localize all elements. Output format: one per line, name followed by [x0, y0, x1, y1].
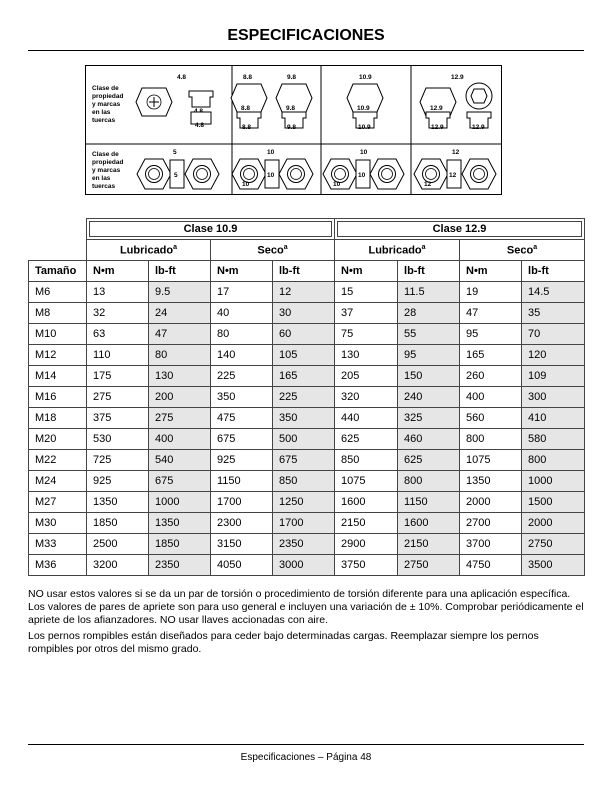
table-row [29, 492, 585, 513]
shear-bolt-note: Los pernos rompibles están diseñados para ceder bajo determinadas cargas. Reemplazar siempre los pernos rompibles por otros del mismo grado. [28, 630, 539, 655]
table-row [29, 303, 585, 324]
class-header-row [29, 219, 585, 240]
bolt-grade-label: 10.9 [359, 74, 372, 81]
torque-value-cell: 95 [460, 324, 522, 345]
nut-side-mark: 5 [174, 172, 178, 179]
torque-value-cell: 800 [522, 450, 585, 471]
torque-value-cell: 3200 [87, 555, 149, 576]
bolt-head-4-8-icon [136, 88, 172, 116]
torque-value-cell: 1350 [149, 513, 211, 534]
torque-value-cell: 2150 [398, 534, 460, 555]
bolt-side-mark: 9.8 [287, 124, 297, 131]
bolt-head-mark: 10.9 [357, 105, 370, 112]
torque-value-cell: 1000 [522, 471, 585, 492]
bolt-side-4-8-icon [189, 91, 213, 107]
unit-header: N•m [211, 261, 273, 282]
torque-value-cell: 925 [87, 471, 149, 492]
torque-value-cell: 925 [211, 450, 273, 471]
table-row [29, 534, 585, 555]
condition-label: Seco [257, 244, 284, 257]
condition-header [211, 240, 335, 261]
torque-value-cell: 150 [398, 366, 460, 387]
size-cell: M6 [29, 282, 87, 303]
table-row [29, 282, 585, 303]
footnote-mark: a [533, 243, 538, 251]
torque-value-cell: 725 [87, 450, 149, 471]
torque-value-cell: 260 [460, 366, 522, 387]
nut-face-5-icon [137, 159, 171, 189]
nut-face-5-alt-icon [185, 159, 219, 189]
torque-value-cell: 17 [211, 282, 273, 303]
table-row [29, 513, 585, 534]
torque-table-body [29, 282, 585, 576]
table-row [29, 429, 585, 450]
grade-marking-svg [86, 66, 501, 194]
bolt-row-label [92, 85, 123, 124]
bolt-row-label-line: propiedad [92, 93, 124, 100]
torque-value-cell: 2700 [460, 513, 522, 534]
socket-head-12-9-icon [466, 83, 492, 109]
condition-header [460, 240, 585, 261]
torque-value-cell: 560 [460, 408, 522, 429]
torque-value-cell: 2750 [522, 534, 585, 555]
unit-header: lb-ft [273, 261, 335, 282]
torque-value-cell: 2350 [149, 555, 211, 576]
torque-value-cell: 410 [522, 408, 585, 429]
torque-value-cell: 1075 [335, 471, 398, 492]
torque-value-cell: 530 [87, 429, 149, 450]
nut-side-mark: 12 [449, 172, 457, 179]
size-cell: M24 [29, 471, 87, 492]
torque-value-cell: 37 [335, 303, 398, 324]
torque-value-cell: 350 [211, 387, 273, 408]
nut-row-label-line: propiedad [92, 159, 124, 166]
class-header: Clase 10.9 [87, 219, 335, 240]
unit-header: N•m [87, 261, 149, 282]
class-header: Clase 12.9 [335, 219, 585, 240]
torque-warning-note: NO usar estos valores si se da un par de torsión o procedimiento de torsión diferente para una aplicación específica. Los valores de pares de apriete son para uso general e incluyen una variación de ± 10%. Comprobar periódicamente el apriete de los afianzadores. NO usar llaves accionadas con aire. [28, 588, 584, 626]
bolt-side-mark: 12.9 [472, 124, 485, 131]
bolt-side-mark: 10.9 [358, 124, 371, 131]
torque-value-cell: 109 [522, 366, 585, 387]
unit-header: N•m [460, 261, 522, 282]
torque-value-cell: 2000 [460, 492, 522, 513]
table-row [29, 408, 585, 429]
grade-marking-diagram [85, 65, 502, 195]
torque-value-cell: 375 [87, 408, 149, 429]
torque-value-cell: 300 [522, 387, 585, 408]
page-footer: Especificaciones – Página 48 [240, 752, 372, 763]
bolt-row-label-line: tuercas [92, 117, 116, 124]
torque-value-cell: 75 [335, 324, 398, 345]
torque-value-cell: 350 [273, 408, 335, 429]
size-cell: M36 [29, 555, 87, 576]
size-cell: M12 [29, 345, 87, 366]
torque-value-cell: 1600 [398, 513, 460, 534]
torque-value-cell: 80 [211, 324, 273, 345]
torque-value-cell: 4050 [211, 555, 273, 576]
torque-value-cell: 800 [460, 429, 522, 450]
torque-value-cell: 14.5 [522, 282, 585, 303]
nut-grade-label: 10 [360, 149, 368, 156]
torque-value-cell: 2300 [211, 513, 273, 534]
torque-value-cell: 80 [149, 345, 211, 366]
torque-value-cell: 70 [522, 324, 585, 345]
torque-value-cell: 140 [211, 345, 273, 366]
torque-value-cell: 2500 [87, 534, 149, 555]
torque-value-cell: 1850 [87, 513, 149, 534]
torque-table [28, 218, 585, 576]
unit-header: N•m [335, 261, 398, 282]
torque-value-cell: 110 [87, 345, 149, 366]
torque-value-cell: 2150 [335, 513, 398, 534]
torque-value-cell: 325 [398, 408, 460, 429]
torque-value-cell: 35 [522, 303, 585, 324]
torque-value-cell: 9.5 [149, 282, 211, 303]
torque-value-cell: 1500 [522, 492, 585, 513]
torque-value-cell: 675 [273, 450, 335, 471]
torque-value-cell: 105 [273, 345, 335, 366]
nut-face-10b-alt-icon [370, 159, 404, 189]
size-cell: M8 [29, 303, 87, 324]
size-cell: M14 [29, 366, 87, 387]
torque-value-cell: 4750 [460, 555, 522, 576]
torque-value-cell: 19 [460, 282, 522, 303]
torque-value-cell: 850 [335, 450, 398, 471]
torque-value-cell: 850 [273, 471, 335, 492]
torque-value-cell: 800 [398, 471, 460, 492]
torque-value-cell: 47 [149, 324, 211, 345]
bolt-row-label-line: y marcas [92, 101, 121, 108]
unit-header: lb-ft [149, 261, 211, 282]
nut-grade-label: 5 [173, 149, 177, 156]
torque-value-cell: 11.5 [398, 282, 460, 303]
torque-value-cell: 275 [149, 408, 211, 429]
torque-value-cell: 175 [87, 366, 149, 387]
table-row [29, 387, 585, 408]
torque-value-cell: 130 [335, 345, 398, 366]
blank-cell [29, 219, 87, 240]
torque-value-cell: 460 [398, 429, 460, 450]
size-cell: M22 [29, 450, 87, 471]
torque-value-cell: 1150 [398, 492, 460, 513]
bolt-side-mark: 8.8 [242, 124, 252, 131]
nut-side-mark: 10 [358, 172, 366, 179]
torque-value-cell: 15 [335, 282, 398, 303]
torque-value-cell: 165 [273, 366, 335, 387]
size-cell: M27 [29, 492, 87, 513]
nut-grade-label: 12 [452, 149, 460, 156]
blank-cell [29, 240, 87, 261]
torque-value-cell: 55 [398, 324, 460, 345]
size-cell: M18 [29, 408, 87, 429]
torque-value-cell: 1350 [87, 492, 149, 513]
bolt-head-mark: 8.8 [241, 105, 251, 112]
page-title: ESPECIFICACIONES [227, 27, 385, 44]
torque-value-cell: 24 [149, 303, 211, 324]
torque-value-cell: 1700 [211, 492, 273, 513]
condition-header [87, 240, 211, 261]
torque-value-cell: 225 [211, 366, 273, 387]
torque-value-cell: 625 [398, 450, 460, 471]
nut-row-label-line: Clase de [92, 151, 119, 158]
nut-face-10-alt-icon [279, 159, 313, 189]
torque-value-cell: 3500 [522, 555, 585, 576]
torque-value-cell: 580 [522, 429, 585, 450]
size-cell: M16 [29, 387, 87, 408]
torque-value-cell: 540 [149, 450, 211, 471]
bolt-head-mark: 9.8 [286, 105, 296, 112]
nut-face-mark: 10 [242, 181, 250, 188]
torque-value-cell: 400 [460, 387, 522, 408]
torque-value-cell: 120 [522, 345, 585, 366]
torque-value-cell: 675 [149, 471, 211, 492]
torque-value-cell: 13 [87, 282, 149, 303]
bolt-row-label-line: Clase de [92, 85, 119, 92]
nut-face-mark: 12 [424, 181, 432, 188]
table-row [29, 324, 585, 345]
torque-value-cell: 1000 [149, 492, 211, 513]
torque-value-cell: 40 [211, 303, 273, 324]
nut-face-12-alt-icon [462, 159, 496, 189]
size-cell: M20 [29, 429, 87, 450]
condition-header [335, 240, 460, 261]
torque-value-cell: 240 [398, 387, 460, 408]
torque-value-cell: 475 [211, 408, 273, 429]
torque-value-cell: 30 [273, 303, 335, 324]
torque-value-cell: 60 [273, 324, 335, 345]
bolt-grade-label: 9.8 [287, 74, 297, 81]
torque-value-cell: 1600 [335, 492, 398, 513]
unit-header-row [29, 261, 585, 282]
bolt-grade-label: 4.8 [177, 74, 187, 81]
unit-header: lb-ft [522, 261, 585, 282]
size-cell: M30 [29, 513, 87, 534]
bolt-row-label-line: en las [92, 109, 111, 116]
size-header: Tamaño [29, 261, 87, 282]
size-cell: M10 [29, 324, 87, 345]
footer-rule [28, 744, 584, 745]
bolt-side-mark: 12.9 [431, 124, 444, 131]
torque-value-cell: 3700 [460, 534, 522, 555]
torque-value-cell: 1850 [149, 534, 211, 555]
nut-grade-label: 10 [267, 149, 275, 156]
torque-value-cell: 275 [87, 387, 149, 408]
condition-label: Lubricado [119, 244, 174, 257]
title-rule [28, 50, 584, 51]
size-cell: M33 [29, 534, 87, 555]
torque-value-cell: 32 [87, 303, 149, 324]
footnote-mark: a [421, 243, 426, 251]
torque-value-cell: 500 [273, 429, 335, 450]
table-row [29, 345, 585, 366]
torque-value-cell: 200 [149, 387, 211, 408]
torque-value-cell: 2000 [522, 513, 585, 534]
torque-value-cell: 205 [335, 366, 398, 387]
table-row [29, 450, 585, 471]
torque-value-cell: 3000 [273, 555, 335, 576]
torque-value-cell: 12 [273, 282, 335, 303]
torque-value-cell: 47 [460, 303, 522, 324]
torque-value-cell: 28 [398, 303, 460, 324]
torque-value-cell: 165 [460, 345, 522, 366]
torque-value-cell: 2350 [273, 534, 335, 555]
torque-value-cell: 320 [335, 387, 398, 408]
bolt-end-mark: 4.8 [195, 122, 205, 129]
table-row [29, 366, 585, 387]
footnote-mark: a [173, 243, 178, 251]
bolt-grade-label: 8.8 [243, 74, 253, 81]
condition-label: Lubricado [368, 244, 422, 257]
torque-value-cell: 1350 [460, 471, 522, 492]
table-row [29, 555, 585, 576]
torque-value-cell: 1700 [273, 513, 335, 534]
nut-side-mark: 10 [267, 172, 275, 179]
torque-value-cell: 130 [149, 366, 211, 387]
table-row [29, 471, 585, 492]
unit-header: lb-ft [398, 261, 460, 282]
torque-value-cell: 95 [398, 345, 460, 366]
bolt-grade-label: 12.9 [451, 74, 464, 81]
torque-value-cell: 1150 [211, 471, 273, 492]
footnote-mark: a [283, 243, 288, 251]
torque-value-cell: 225 [273, 387, 335, 408]
torque-value-cell: 63 [87, 324, 149, 345]
torque-value-cell: 400 [149, 429, 211, 450]
torque-value-cell: 3750 [335, 555, 398, 576]
torque-value-cell: 675 [211, 429, 273, 450]
torque-value-cell: 2750 [398, 555, 460, 576]
torque-value-cell: 625 [335, 429, 398, 450]
torque-value-cell: 2900 [335, 534, 398, 555]
nut-face-mark: 10 [333, 181, 341, 188]
torque-value-cell: 440 [335, 408, 398, 429]
nut-row-label-line: tuercas [92, 183, 116, 190]
torque-value-cell: 1075 [460, 450, 522, 471]
nut-row-label-line: en las [92, 175, 111, 182]
nut-row-label [92, 151, 123, 190]
condition-header-row [29, 240, 585, 261]
condition-label: Seco [506, 244, 534, 257]
torque-value-cell: 3150 [211, 534, 273, 555]
torque-value-cell: 1250 [273, 492, 335, 513]
nut-row-label-line: y marcas [92, 167, 121, 174]
bolt-head-mark: 12.9 [430, 105, 443, 112]
